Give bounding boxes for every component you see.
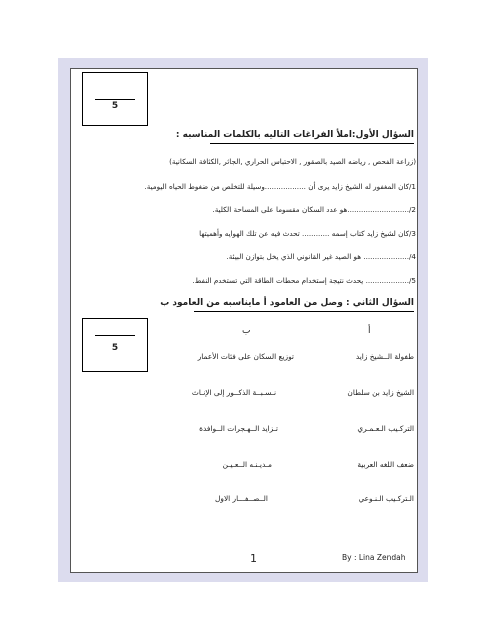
score-box-1	[82, 72, 148, 126]
word-bank: (زراعة الفحص , رياضه الصيد بالصقور , الاحتباس الحراري ,الجاثر ,الكثافة السكانية)	[169, 157, 416, 166]
column-b-item-2: نـسـبــة الذكــور إلى الإنـاث	[191, 388, 276, 397]
author-credit: By : Lina Zendah	[342, 553, 406, 562]
question-2-title: السؤال الثاني : وصل من العامود أ مايناسبه من العامود ب	[160, 298, 414, 308]
column-b-item-1: توزيع السكان على فئات الأعمار	[197, 352, 294, 361]
fill-item-1: 1/كان المغفور له الشيخ زايد يرى أن ..................وسيلة للتخلص من ضغوط الحياه اليومية.	[144, 182, 416, 191]
score-line	[95, 99, 135, 100]
question-1-underline	[210, 143, 414, 144]
fill-item-4: 4/.................... هو الصيد غير القانوني الذي يخل بتوازن البيئة.	[226, 252, 416, 261]
score-value: 5	[111, 101, 119, 111]
column-b-header: ب	[242, 326, 251, 336]
fill-item-3: 3/كان لشيخ زايد كتاب إسمه ............ تحدث فيه عن تلك الهوايه وأهميتها	[199, 229, 416, 238]
question-2-underline	[194, 311, 414, 312]
score-box-2	[82, 318, 148, 372]
score-line	[95, 335, 135, 336]
page-number: 1	[250, 552, 257, 565]
column-a-item-2: الشيخ زايد بن سلطان	[347, 388, 414, 397]
column-b-item-5: الــصــفـــار الاول	[215, 494, 268, 503]
column-a-item-3: التركـيب الـعـمـري	[357, 424, 414, 433]
column-b-item-3: تـزايد الــهـجرات الــوافدة	[199, 424, 278, 433]
fill-item-5: 5/................... يحدث نتيجة إستخدام محطات الطاقة التي تستخدم النفط.	[192, 276, 416, 285]
question-1-title: السؤال الأول:املأ الفراغات التاليه بالكلمات المناسبه :	[175, 130, 414, 140]
column-b-item-4: مـديـنـه الــعـيـن	[222, 460, 272, 469]
column-a-item-1: طفولة الــشيخ زايد	[355, 352, 414, 361]
column-a-header: أ	[368, 326, 371, 336]
column-a-item-4: ضعف اللغه العربية	[357, 460, 414, 469]
column-a-item-5: الـتركـيب الـنـوعي	[358, 494, 414, 503]
fill-item-2: 2/...........................هو عدد السكان مقسوما على المساحة الكلية.	[212, 205, 416, 214]
score-value: 5	[111, 343, 119, 353]
